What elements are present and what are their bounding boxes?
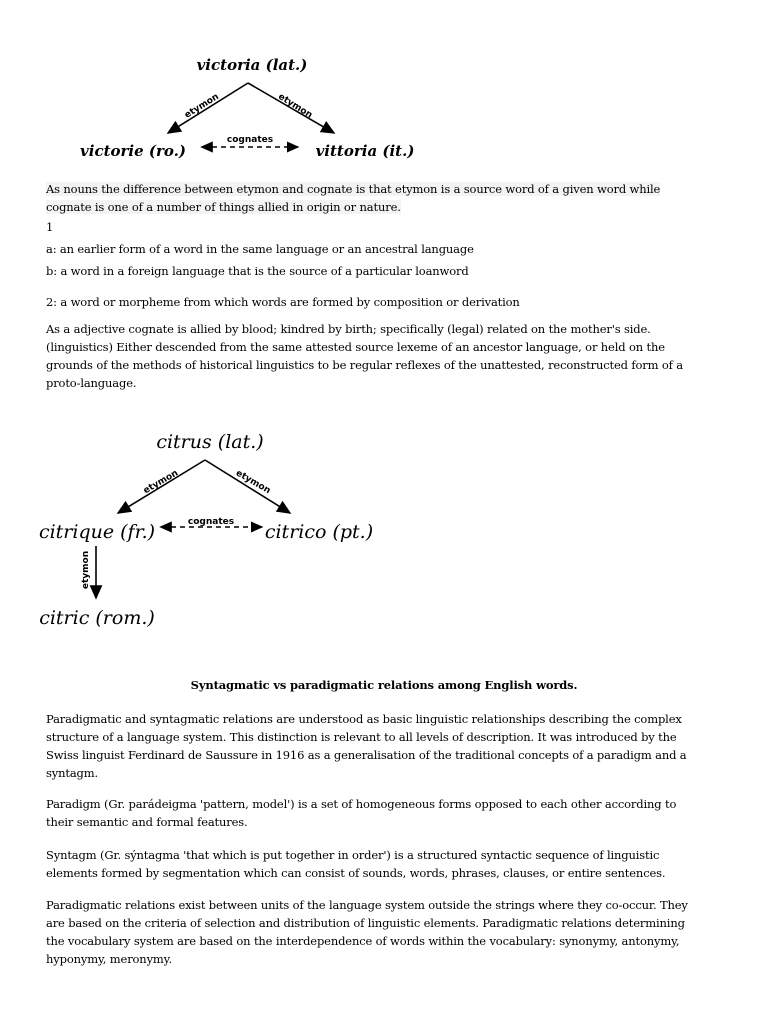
paragraph-nouns: As nouns the difference between etymon and cognate is that etymon is a source word of a given word while cognate is one of a number of things allied in origin or nature. xyxy=(46,182,661,214)
node-right: vittoria (it.) xyxy=(315,142,415,160)
definition-2: 2: a word or morpheme from which words are formed by composition or derivation xyxy=(46,295,520,309)
etymology-diagram-victoria xyxy=(0,40,768,170)
cognates-label: cognates xyxy=(226,135,274,145)
section-heading: Syntagmatic vs paradigmatic relations among English words. xyxy=(190,678,578,692)
node-left: victorie (ro.) xyxy=(80,142,186,160)
node-right: citrico (pt.) xyxy=(264,521,374,543)
edge-down-label: etymon xyxy=(81,550,91,590)
edge-left-label: etymon xyxy=(183,91,221,121)
node-left: citrique (fr.) xyxy=(38,521,156,543)
paragraph-syntagm: Syntagm (Gr. sýntagma 'that which is put together in order') is a structured syntactic sequence of linguistic elements formed by segmentation which can consist of sounds, words, phrases, clauses, or entire sentences. xyxy=(46,848,666,880)
edge-right-label: etymon xyxy=(276,91,314,121)
definition-a: a: an earlier form of a word in the same language or an ancestral language xyxy=(46,242,474,256)
paragraph-paradigmatic-relations: Paradigmatic relations exist between units of the language system outside the strings where they co-occur. They are based on the criteria of selection and distribution of linguistic elements. Paradigmatic relations determining the vocabulary system are based on the interdependence of words within the vocabulary: synonymy, antonymy, hyponymy, meronymy. xyxy=(46,898,688,966)
etymology-diagram-citrus xyxy=(0,420,768,635)
paragraph-adjective: As a adjective cognate is allied by blood; kindred by birth; specifically (legal) related on the mother's side. (linguistics) Either descended from the same attested source lexeme of an ancestor language, or held on the grounds of the methods of historical linguistics to be regular reflexes of the unattested, reconstructed form of a proto-language. xyxy=(46,322,683,390)
paragraph-paradigm: Paradigm (Gr. parádeigma 'pattern, model') is a set of homogeneous forms opposed to each other according to their semantic and formal features. xyxy=(46,797,677,829)
definition-number-1: 1 xyxy=(46,220,54,234)
node-top: citrus (lat.) xyxy=(156,431,264,453)
definition-b: b: a word in a foreign language that is the source of a particular loanword xyxy=(46,264,469,278)
node-top: victoria (lat.) xyxy=(196,56,308,74)
edge-right-arrow xyxy=(205,460,290,513)
node-bottom: citric (rom.) xyxy=(39,607,155,629)
edge-right-label: etymon xyxy=(233,468,273,497)
edge-left-label: etymon xyxy=(141,468,181,497)
cognates-label: cognates xyxy=(187,517,235,527)
paragraph-saussure: Paradigmatic and syntagmatic relations are understood as basic linguistic relationships describing the complex structure of a language system. This distinction is relevant to all levels of description. It was introduced by the Swiss linguist Ferdinard de Saussure in 1916 as a generalisation of the traditional concepts of a paradigm and a syntagm. xyxy=(46,712,687,780)
